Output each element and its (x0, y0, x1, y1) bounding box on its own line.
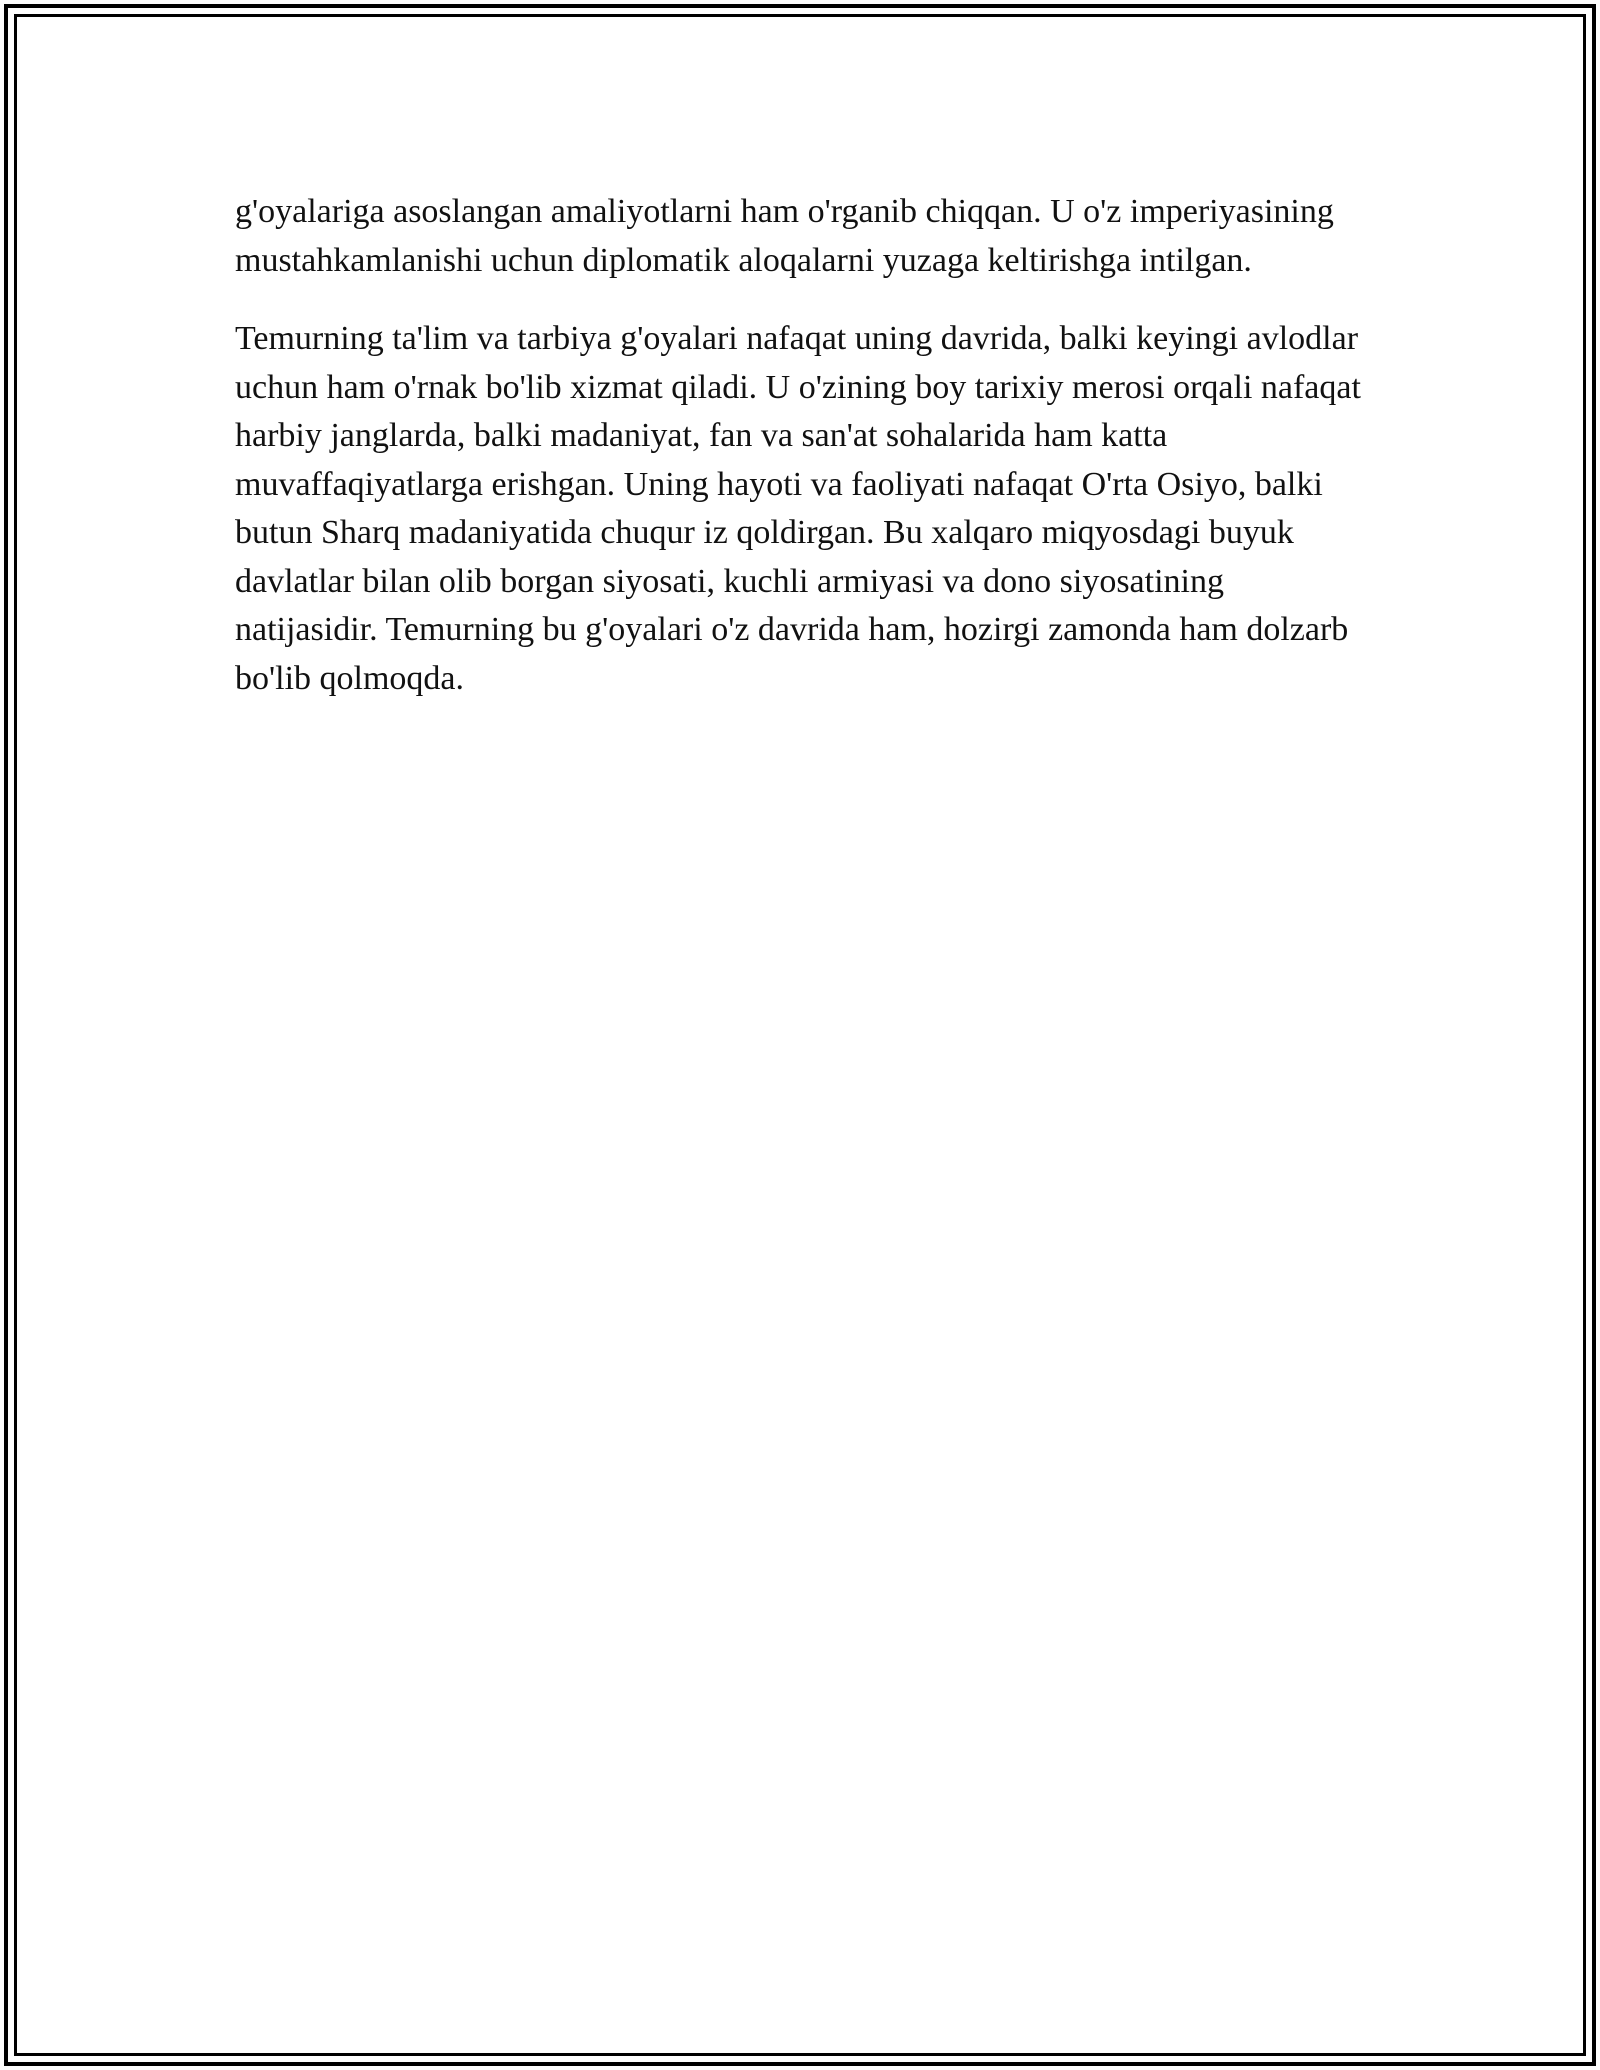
paragraph-1: g'oyalariga asoslangan amaliyotlarni ham o'rganib chiqqan. U o'z imperiyasining mustahkamlanishi uchun diplomatik aloqalarni yuzaga keltirishga intilgan. (235, 193, 1334, 279)
paragraph-2: Temurning ta'lim va tarbiya g'oyalari nafaqat uning davrida, balki keyingi avlodlar uchun ham o'rnak bo'lib xizmat qiladi. U o'zining boy tarixiy merosi orqali nafaqat harbiy janglarda, balki madaniyat, fan va san'at sohalarida ham katta muvaffaqiyatlarga erishgan. Uning hayoti va faoliyati nafaqat O'rta Osiyo, balki butun Sharq madaniyatida chuqur iz qoldirgan. Bu xalqaro miqyosdagi buyuk davlatlar bilan olib borgan siyosati, kuchli armiyasi va dono siyosatining natijasidir. Temurning bu g'oyalari o'z davrida ham, hozirgi zamonda ham dolzarb bo'lib qolmoqda. (235, 320, 1361, 697)
document-body (235, 188, 1365, 733)
